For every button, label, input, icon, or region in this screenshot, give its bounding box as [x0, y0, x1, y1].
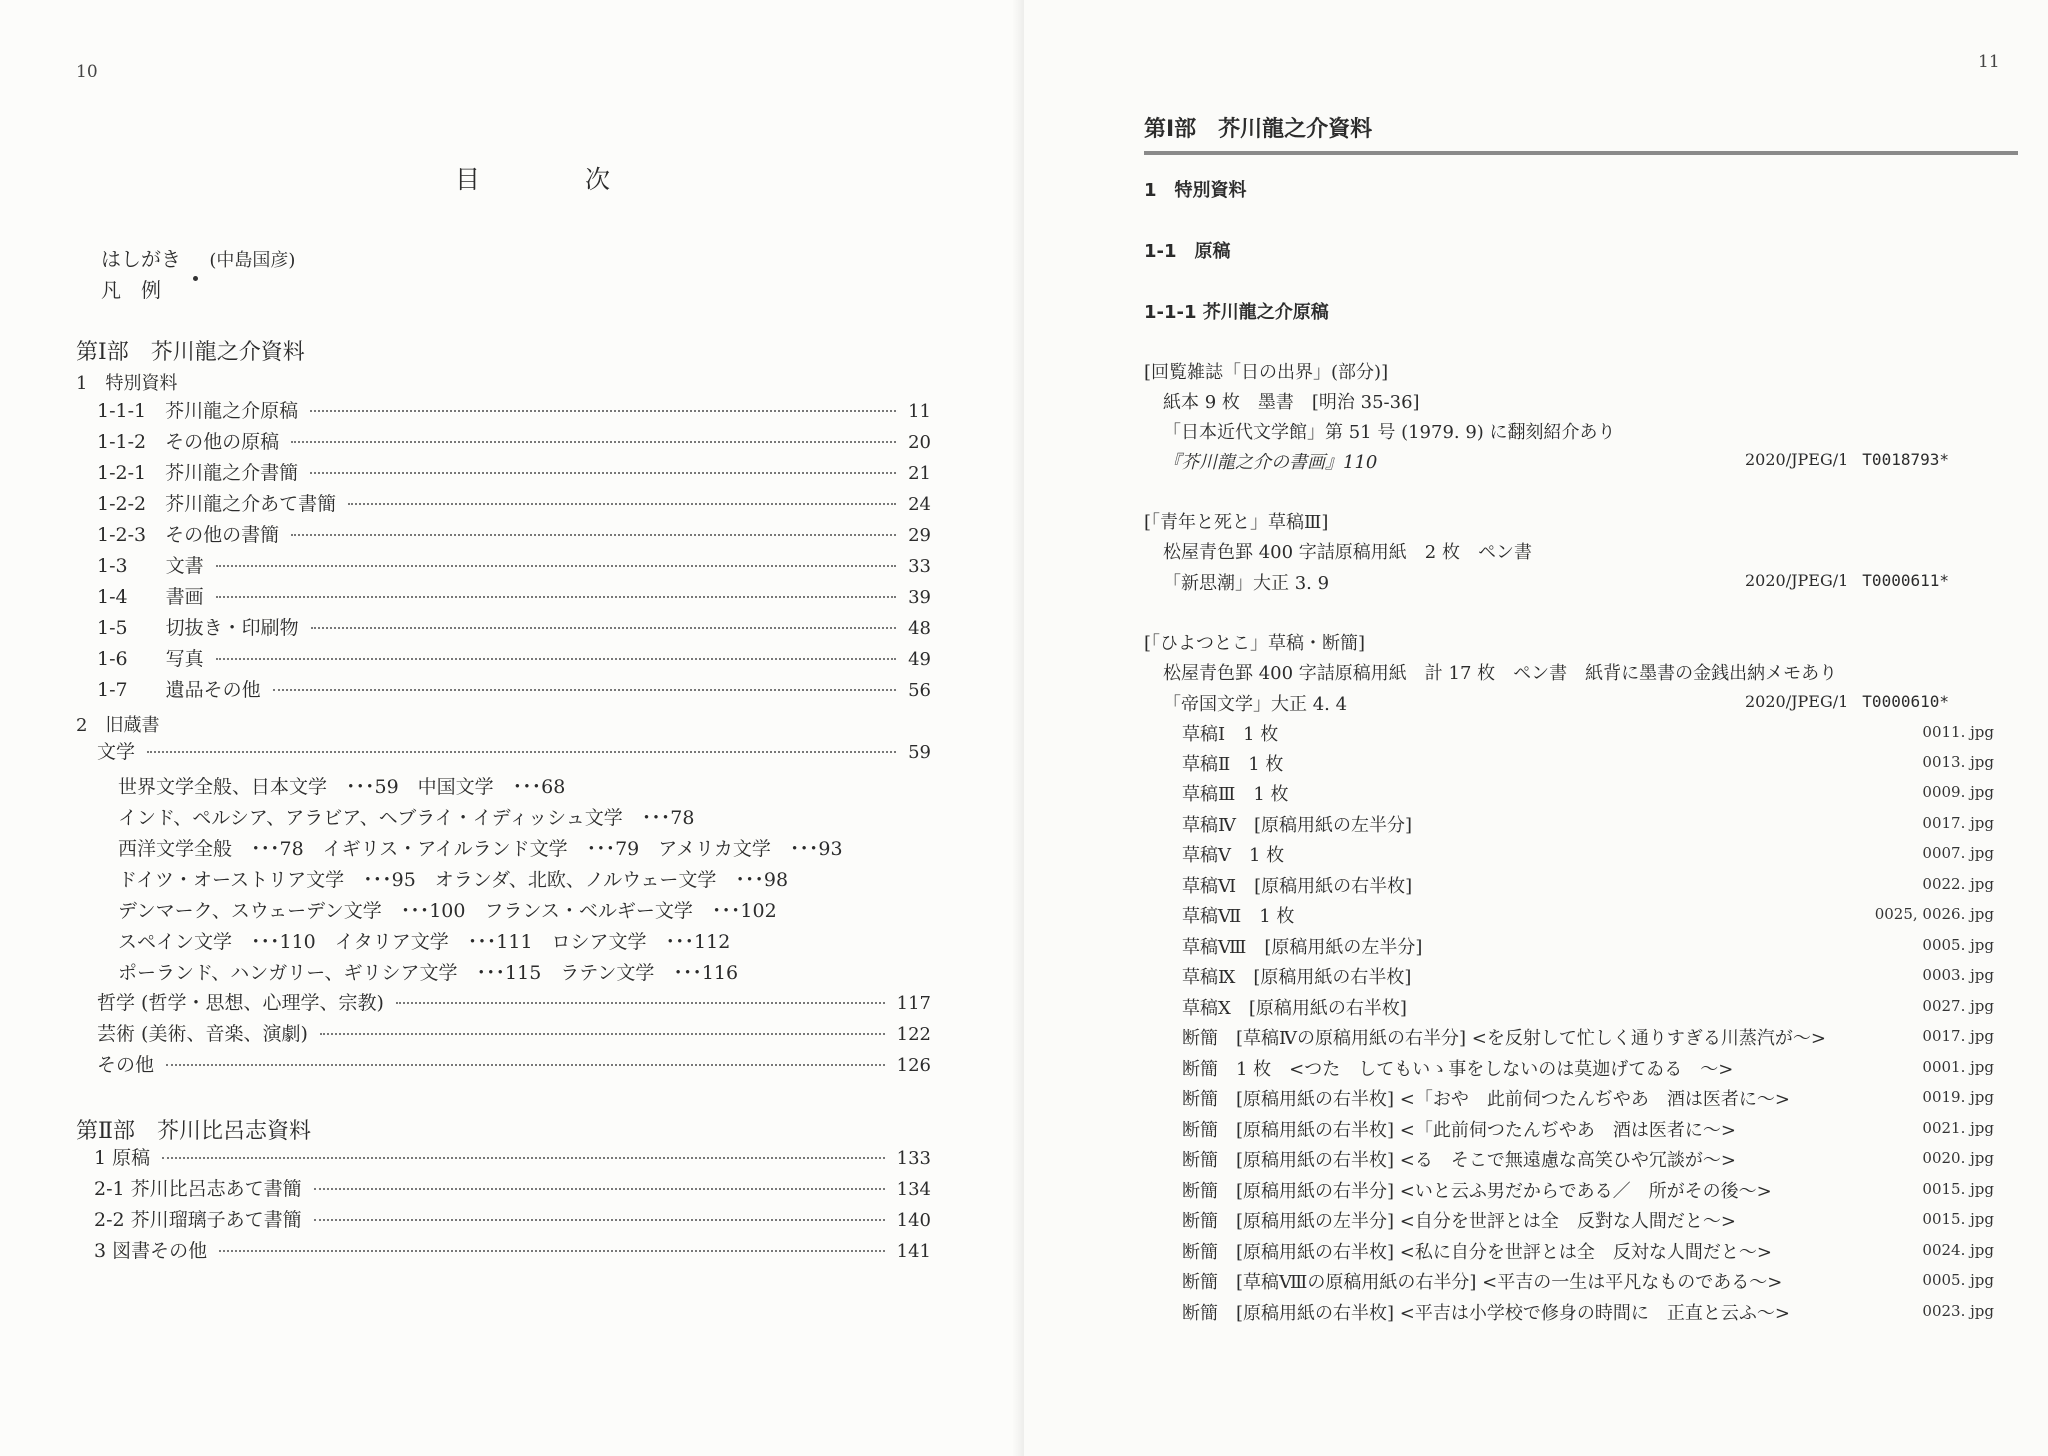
- toc-entry[interactable]: [97, 458, 931, 484]
- toc-subline: デンマーク、スウェーデン文学 ･･･100 フランス・ベルギー文学 ･･･102: [118, 900, 777, 922]
- item-file[interactable]: 0021. jpg: [1922, 1119, 1994, 1137]
- part2-heading: 第Ⅱ部 芥川比呂志資料: [76, 1119, 311, 1144]
- item-file[interactable]: 0019. jpg: [1922, 1088, 1994, 1106]
- entry-title: [「ひよつとこ」草稿・断簡]: [1144, 633, 1366, 654]
- toc-entry-label: 1-3 文書: [97, 555, 204, 577]
- toc-entry-label: 1-5 切抜き・印刷物: [97, 617, 299, 639]
- ink-dot: [193, 276, 198, 281]
- entry-desc: 松屋青色罫 400 字詰原稿用紙 計 17 枚 ペン書 紙背に墨書の金銭出納メモあり: [1163, 663, 1838, 684]
- item-text: 草稿Ⅱ 1 枚: [1182, 754, 1284, 775]
- item-text: 断簡 [草稿Ⅳの原稿用紙の右半分] <を反射して忙しく通りすぎる川蒸汽が～>: [1182, 1028, 1826, 1049]
- toc-entry-page: 20: [908, 432, 931, 453]
- dot-leader: [311, 627, 896, 629]
- toc-entry-label: 哲学 (哲学・思想、心理学、宗教): [97, 992, 384, 1014]
- dot-leader: [396, 1002, 885, 1004]
- part-heading: 第Ⅰ部 芥川龍之介資料: [1144, 117, 1373, 142]
- entry-meta: [1745, 450, 1949, 469]
- toc-entry[interactable]: [94, 1143, 931, 1169]
- dot-leader: [166, 1064, 885, 1066]
- item-text: 草稿Ⅴ 1 枚: [1182, 845, 1285, 866]
- toc-entry[interactable]: [97, 427, 931, 453]
- toc-subline: ポーランド、ハンガリー、ギリシア文学 ･･･115 ラテン文学 ･･･116: [118, 962, 739, 984]
- toc-entry[interactable]: [97, 396, 931, 422]
- entry-title: [「青年と死と」草稿Ⅲ]: [1144, 512, 1329, 533]
- toc-entry-page: 29: [908, 525, 931, 546]
- toc-entry-page: 33: [908, 556, 931, 577]
- front-item-label: はしがき: [101, 247, 181, 271]
- entry-format: 2020/JPEG/1: [1744, 692, 1849, 711]
- item-file[interactable]: 0007. jpg: [1922, 844, 1994, 862]
- entry-desc: 「新思潮」大正 3. 9: [1163, 573, 1330, 594]
- item-text: 断簡 [原稿用紙の右半枚] <平吉は小学校で修身の時間に 正直と云ふ～>: [1182, 1303, 1790, 1324]
- item-text: 草稿Ⅸ [原稿用紙の右半枚]: [1182, 967, 1412, 988]
- item-text: 断簡 1 枚 <つた してもいゝ事をしないのは莫迦げてゐる ～>: [1182, 1059, 1734, 1080]
- section2-heading: 2 旧蔵書: [76, 715, 160, 736]
- item-file[interactable]: 0027. jpg: [1922, 997, 1994, 1015]
- right-page: [1024, 0, 2048, 1456]
- toc-entry-page: 122: [896, 1024, 931, 1045]
- toc-entry-label: 1-1-1 芥川龍之介原稿: [97, 400, 299, 422]
- front-item-note: (中島国彦): [209, 250, 296, 271]
- entry-desc: 「日本近代文学館」第 51 号 (1979. 9) に翻刻紹介あり: [1163, 422, 1616, 443]
- item-text: 断簡 [原稿用紙の右半枚] <私に自分を世評とは全 反対な人間だと～>: [1182, 1242, 1772, 1263]
- dot-leader: [310, 410, 896, 412]
- toc-entry[interactable]: [97, 613, 931, 639]
- toc-entry[interactable]: [97, 988, 931, 1014]
- item-file[interactable]: 0015. jpg: [1922, 1210, 1994, 1228]
- item-file[interactable]: 0003. jpg: [1922, 966, 1994, 984]
- item-text: 草稿Ⅳ [原稿用紙の左半分]: [1182, 815, 1413, 836]
- item-file[interactable]: 0001. jpg: [1922, 1058, 1994, 1076]
- toc-entry-label: 1-1-2 その他の原稿: [97, 431, 280, 453]
- dot-leader: [291, 534, 896, 536]
- item-text: 断簡 [原稿用紙の右半分] <いと云ふ男だからである／ 所がその後～>: [1182, 1181, 1772, 1202]
- toc-entry-page: 134: [896, 1179, 931, 1200]
- item-file[interactable]: 0022. jpg: [1922, 875, 1994, 893]
- front-item-label: 凡 例: [101, 278, 161, 302]
- dot-leader: [314, 1219, 885, 1221]
- item-file[interactable]: 0025, 0026. jpg: [1874, 905, 1994, 923]
- dot-leader: [216, 596, 896, 598]
- item-file[interactable]: 0015. jpg: [1922, 1180, 1994, 1198]
- toc-entry-page: 141: [896, 1241, 931, 1262]
- section-heading: 1 特別資料: [1144, 180, 1247, 201]
- toc-subline: インド、ペルシア、アラビア、ヘブライ・イディッシュ文学 ･･･78: [118, 807, 695, 829]
- dot-leader: [216, 658, 896, 660]
- item-file[interactable]: 0024. jpg: [1922, 1241, 1994, 1259]
- toc-entry-page: 56: [908, 680, 931, 701]
- page-number-right: 11: [1978, 52, 2000, 72]
- item-text: 断簡 [原稿用紙の左半分] <自分を世評とは全 反對な人間だと～>: [1182, 1211, 1736, 1232]
- toc-entry-label: 芸術 (美術、音楽、演劇): [97, 1023, 308, 1045]
- toc-entry-page: 24: [908, 494, 931, 515]
- toc-entry-label: 文学: [97, 741, 136, 763]
- toc-entry[interactable]: [94, 1236, 931, 1262]
- item-text: 草稿Ⅹ [原稿用紙の右半枚]: [1182, 998, 1407, 1019]
- item-text: 草稿Ⅷ [原稿用紙の左半分]: [1182, 937, 1423, 958]
- item-file[interactable]: 0017. jpg: [1922, 1027, 1994, 1045]
- toc-subline: 世界文学全般、日本文学 ･･･59 中国文学 ･･･68: [118, 776, 566, 798]
- toc-entry-page: 49: [908, 649, 931, 670]
- toc-entry-page: 21: [908, 463, 931, 484]
- item-file[interactable]: 0011. jpg: [1922, 723, 1994, 741]
- subsubsection-heading: 1-1-1 芥川龍之介原稿: [1144, 302, 1329, 323]
- toc-entry-page: 133: [896, 1148, 931, 1169]
- entry-format: 2020/JPEG/1: [1744, 450, 1849, 469]
- front-item-notes: [101, 274, 161, 303]
- toc-entry-page: 140: [896, 1210, 931, 1231]
- section1-heading: 1 特別資料: [76, 373, 178, 394]
- toc-entry[interactable]: [94, 1205, 931, 1231]
- heading-rule: [1144, 151, 2018, 155]
- toc-entry-label: 1-7 遺品その他: [97, 679, 261, 701]
- toc-entry-label: 1-2-1 芥川龍之介書簡: [97, 462, 299, 484]
- toc-entry-label: 1-2-2 芥川龍之介あて書簡: [97, 493, 337, 515]
- item-text: 草稿Ⅰ 1 枚: [1182, 724, 1279, 745]
- entry-desc: 「帝国文学」大正 4. 4: [1163, 694, 1348, 715]
- entry-code: T0000610*: [1862, 692, 1949, 711]
- entry-format: 2020/JPEG/1: [1744, 571, 1849, 590]
- dot-leader: [320, 1033, 885, 1035]
- item-text: 断簡 [草稿Ⅷの原稿用紙の右半分] <平吉の一生は平凡なものである～>: [1182, 1272, 1783, 1293]
- dot-leader: [147, 751, 896, 753]
- toc-entry-page: 59: [908, 742, 931, 763]
- toc-entry-page: 39: [908, 587, 931, 608]
- toc-entry-label: 2-2 芥川瑠璃子あて書簡: [94, 1209, 302, 1231]
- toc-entry-page: 117: [896, 993, 931, 1014]
- dot-leader: [219, 1250, 885, 1252]
- toc-entry[interactable]: [97, 489, 931, 515]
- toc-entry-label: 1-6 写真: [97, 648, 204, 670]
- toc-entry[interactable]: [97, 1050, 931, 1076]
- dot-leader: [216, 565, 896, 567]
- dot-leader: [291, 441, 896, 443]
- toc-entry[interactable]: [97, 644, 931, 670]
- item-text: 草稿Ⅲ 1 枚: [1182, 784, 1289, 805]
- entry-title: [回覧雑誌「日の出界」(部分)]: [1144, 362, 1389, 383]
- toc-entry-label: 1-2-3 その他の書簡: [97, 524, 280, 546]
- toc-entry-literature[interactable]: [97, 737, 931, 763]
- front-item-preface: [101, 243, 295, 272]
- item-file[interactable]: 0017. jpg: [1922, 814, 1994, 832]
- toc-entry[interactable]: [97, 582, 931, 608]
- toc-subline: スペイン文学 ･･･110 イタリア文学 ･･･111 ロシア文学 ･･･112: [118, 931, 731, 953]
- entry-meta: [1745, 571, 1949, 590]
- entry-meta: [1745, 692, 1949, 711]
- entry-desc: 紙本 9 枚 墨書 [明治 35-36]: [1163, 392, 1420, 413]
- item-text: 草稿Ⅶ 1 枚: [1182, 906, 1295, 927]
- dot-leader: [273, 689, 896, 691]
- toc-entry[interactable]: [97, 520, 931, 546]
- toc-title: 目 次: [455, 165, 651, 194]
- toc-entry-page: 11: [908, 401, 931, 422]
- item-text: 断簡 [原稿用紙の右半枚] <「おや 此前伺つたんぢやあ 酒は医者に～>: [1182, 1089, 1790, 1110]
- subsection-heading: 1-1 原稿: [1144, 241, 1231, 262]
- dot-leader: [314, 1188, 885, 1190]
- item-file[interactable]: 0009. jpg: [1922, 783, 1994, 801]
- page-number-left: 10: [76, 62, 98, 82]
- dot-leader: [348, 503, 896, 505]
- item-file[interactable]: 0005. jpg: [1922, 1271, 1994, 1289]
- toc-subline: ドイツ・オーストリア文学 ･･･95 オランダ、北欧、ノルウェー文学 ･･･98: [118, 869, 789, 891]
- item-file[interactable]: 0005. jpg: [1922, 936, 1994, 954]
- toc-entry-page: 126: [896, 1055, 931, 1076]
- entry-desc: 松屋青色罫 400 字詰原稿用紙 2 枚 ペン書: [1163, 542, 1532, 563]
- part1-heading: 第Ⅰ部 芥川龍之介資料: [76, 340, 305, 365]
- entry-reference: 『芥川龍之介の書画』110: [1163, 452, 1378, 473]
- item-text: 草稿Ⅵ [原稿用紙の右半枚]: [1182, 876, 1413, 897]
- toc-entry-label: 3 図書その他: [94, 1240, 208, 1262]
- dot-leader: [310, 472, 896, 474]
- toc-entry[interactable]: [97, 675, 931, 701]
- toc-entry-label: 1-4 書画: [97, 586, 204, 608]
- entry-code: T0018793*: [1862, 450, 1949, 469]
- dot-leader: [162, 1157, 885, 1159]
- entry-code: T0000611*: [1862, 571, 1949, 590]
- item-file[interactable]: 0020. jpg: [1922, 1149, 1994, 1167]
- toc-entry[interactable]: [97, 551, 931, 577]
- item-file[interactable]: 0013. jpg: [1922, 753, 1994, 771]
- toc-entry[interactable]: [97, 1019, 931, 1045]
- toc-entry-label: その他: [97, 1054, 155, 1076]
- toc-subline: 西洋文学全般 ･･･78 イギリス・アイルランド文学 ･･･79 アメリカ文学 ･･･93: [118, 838, 843, 860]
- item-text: 断簡 [原稿用紙の右半枚] <「此前伺つたんぢやあ 酒は医者に～>: [1182, 1120, 1736, 1141]
- item-file[interactable]: 0023. jpg: [1922, 1302, 1994, 1320]
- toc-entry-label: 2-1 芥川比呂志あて書簡: [94, 1178, 302, 1200]
- toc-entry-label: 1 原稿: [94, 1147, 151, 1169]
- item-text: 断簡 [原稿用紙の右半枚] <る そこで無遠慮な高笑ひや冗談が～>: [1182, 1150, 1736, 1171]
- toc-entry[interactable]: [94, 1174, 931, 1200]
- toc-entry-page: 48: [908, 618, 931, 639]
